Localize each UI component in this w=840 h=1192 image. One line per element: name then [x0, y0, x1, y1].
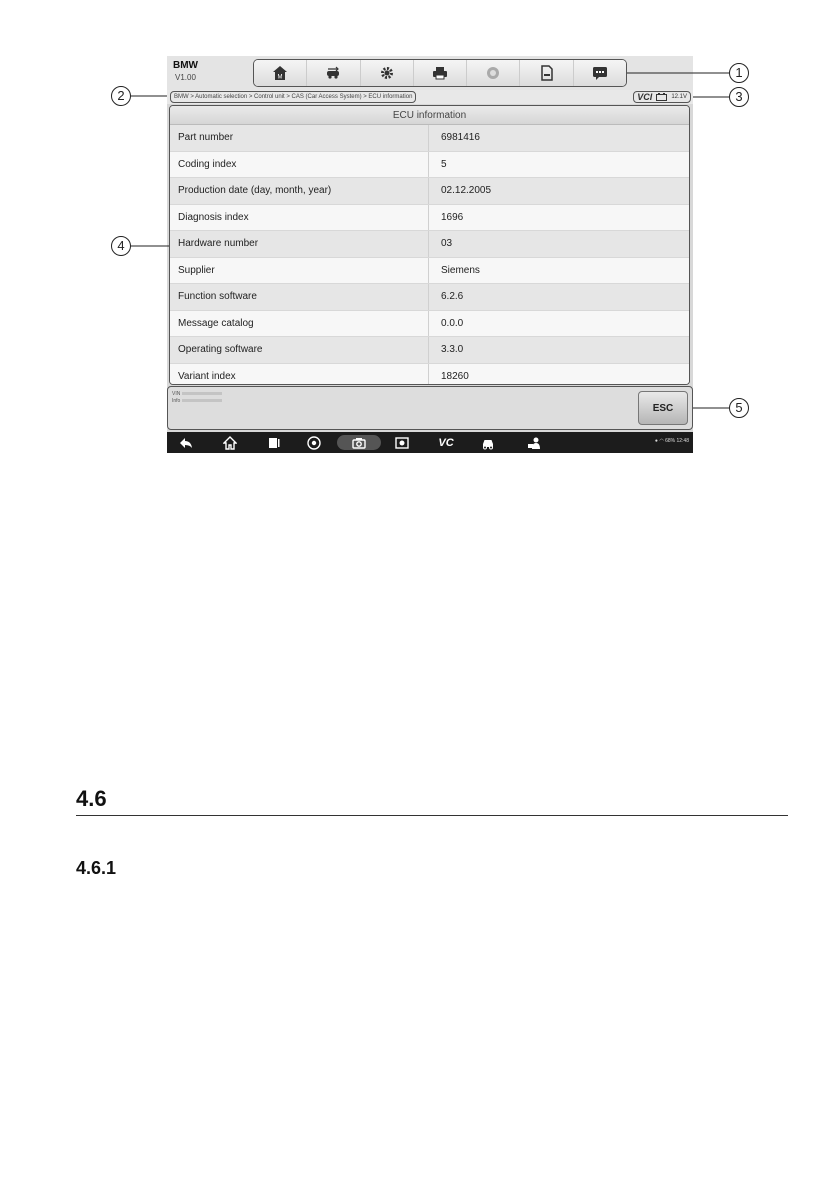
- breadcrumb[interactable]: BMW > Automatic selection > Control unit > CAS (Car Access System) > ECU information: [170, 91, 416, 103]
- section-heading: 4.6: [76, 786, 107, 811]
- row-label: Message catalog: [170, 311, 429, 337]
- table-row: [170, 311, 689, 338]
- status-area: [633, 91, 691, 103]
- system-nav-bar: [167, 432, 693, 453]
- row-label: Hardware number: [170, 231, 429, 257]
- ecu-information-panel: [169, 105, 690, 385]
- info-label: Info: [172, 398, 181, 404]
- app-title: BMW: [173, 60, 198, 71]
- battery-voltage: 12.1V: [671, 94, 687, 100]
- table-row: [170, 258, 689, 285]
- browser-button[interactable]: [305, 435, 323, 450]
- diagnostic-screenshot: [167, 56, 693, 453]
- row-value: 0.0.0: [441, 317, 464, 329]
- app-version: V1.00: [175, 73, 196, 82]
- esc-button[interactable]: ESC: [638, 391, 688, 425]
- row-value: 6981416: [441, 132, 480, 143]
- browser-icon: [307, 436, 321, 450]
- row-label: Production date (day, month, year): [170, 178, 429, 204]
- row-label: Supplier: [170, 258, 429, 284]
- table-row: [170, 364, 689, 386]
- vci-status-icon: VCI: [637, 92, 653, 102]
- info-redacted: [182, 399, 222, 402]
- callout-4: 4: [111, 236, 131, 256]
- home-icon: [272, 65, 288, 81]
- vcdm-icon: VC: [438, 436, 454, 449]
- row-label: Operating software: [170, 337, 429, 363]
- subsection-heading: 4.6.1: [76, 858, 117, 878]
- breadcrumb-bar: [167, 90, 693, 104]
- table-row: [170, 284, 689, 311]
- vehicle-info-bar: [167, 386, 693, 430]
- home-button[interactable]: [254, 60, 307, 86]
- print-button[interactable]: [414, 60, 467, 86]
- row-value: 02.12.2005: [441, 185, 492, 196]
- row-value: 18260: [441, 370, 469, 382]
- table-row: [170, 231, 689, 258]
- brightness-icon: [395, 436, 409, 450]
- wifi-icon: ◠: [659, 438, 664, 444]
- callout-5: 5: [729, 398, 749, 418]
- vin-line: [172, 391, 222, 397]
- row-label: Part number: [170, 125, 429, 151]
- data-logging-button[interactable]: [574, 60, 626, 86]
- battery-icon: [656, 93, 667, 101]
- table-row: [170, 178, 689, 205]
- recent-apps-button[interactable]: [265, 435, 283, 450]
- toolbar: [253, 59, 627, 87]
- data-logging-icon: [592, 65, 608, 81]
- row-value: 5: [441, 158, 447, 170]
- vin-label: VIN: [172, 391, 181, 397]
- recent-apps-icon: [267, 436, 281, 450]
- ecu-info-table: [170, 125, 689, 385]
- top-bar: [167, 56, 693, 90]
- section-divider: [76, 815, 788, 816]
- vehicle-button[interactable]: [479, 435, 497, 450]
- vehicle-swap-button[interactable]: [307, 60, 360, 86]
- remote-expert-icon: [527, 436, 541, 450]
- car-icon: [481, 436, 495, 450]
- row-label: Variant index: [170, 364, 429, 386]
- back-icon: [179, 436, 193, 450]
- svg-text:M: M: [277, 74, 283, 81]
- row-value: 1696: [441, 211, 464, 223]
- home-nav-icon: [223, 436, 237, 450]
- help-button[interactable]: [467, 60, 520, 86]
- info-line: [172, 398, 222, 404]
- system-status-text: 68% 12:48: [665, 438, 689, 444]
- table-row: [170, 152, 689, 179]
- screenshot-button[interactable]: [337, 435, 381, 450]
- row-value: 6.2.6: [441, 291, 464, 302]
- print-icon: [432, 65, 448, 81]
- table-row: [170, 125, 689, 152]
- panel-title: ECU information: [170, 106, 689, 125]
- settings-button[interactable]: [361, 60, 414, 86]
- remote-expert-button[interactable]: [525, 435, 543, 450]
- home-nav-button[interactable]: [221, 435, 239, 450]
- settings-icon: [379, 65, 395, 81]
- back-button[interactable]: [177, 435, 195, 450]
- save-icon: [539, 65, 555, 81]
- brightness-button[interactable]: [393, 435, 411, 450]
- help-icon: [485, 65, 501, 81]
- row-value: Siemens: [441, 264, 480, 276]
- row-value: 03: [441, 238, 453, 249]
- callout-2: 2: [111, 86, 131, 106]
- table-row: [170, 205, 689, 232]
- row-value: 3.3.0: [441, 344, 464, 355]
- save-button[interactable]: [520, 60, 573, 86]
- callout-3: 3: [729, 87, 749, 107]
- row-label: Diagnosis index: [170, 205, 429, 231]
- vin-redacted: [182, 392, 222, 395]
- vcdm-button[interactable]: [431, 435, 461, 450]
- vehicle-swap-icon: [325, 65, 341, 81]
- row-label: Coding index: [170, 152, 429, 178]
- location-icon: ●: [654, 438, 658, 444]
- table-row: [170, 337, 689, 364]
- row-label: Function software: [170, 284, 429, 310]
- camera-icon: [352, 436, 366, 450]
- system-status: [655, 438, 689, 444]
- callout-1: 1: [729, 63, 749, 83]
